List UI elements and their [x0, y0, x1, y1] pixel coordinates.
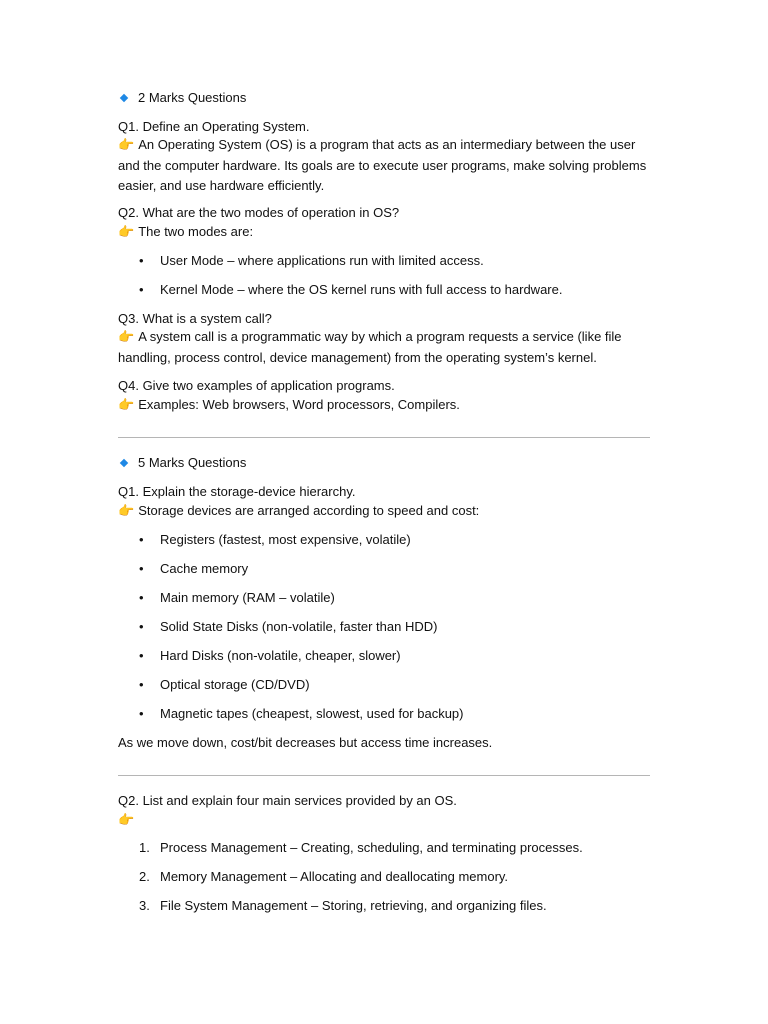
pointing-hand-icon: 👉 — [118, 330, 135, 345]
answer-q2-5m — [118, 811, 138, 830]
section-heading-5-marks — [118, 454, 246, 472]
list-item: • Cache memory — [139, 561, 249, 576]
list-item: • Hard Disks (non-volatile, cheaper, slower) — [139, 648, 401, 663]
pointing-hand-icon: 👉 — [118, 504, 135, 519]
section-heading-text: 5 Marks Questions — [138, 455, 247, 470]
list-item: • Kernel Mode – where the OS kernel runs with full access to hardware. — [139, 282, 563, 297]
numbered-item: 3. File System Management – Storing, retrieving, and organizing files. — [139, 898, 547, 913]
pointing-hand-icon: 👉 — [118, 813, 135, 828]
conclusion-text: As we move down, cost/bit decreases but access time increases. — [118, 735, 493, 750]
question-q4: Q4. Give two examples of application programs. — [118, 378, 395, 393]
list-item: • Optical storage (CD/DVD) — [139, 677, 310, 692]
question-q3: Q3. What is a system call? — [118, 311, 272, 326]
list-item: • User Mode – where applications run with limited access. — [139, 253, 484, 268]
question-q1: Q1. Define an Operating System. — [118, 119, 310, 134]
pointing-hand-icon: 👉 — [118, 398, 135, 413]
answer-q2: 👉 The two modes are: — [118, 224, 254, 240]
list-item: • Registers (fastest, most expensive, volatile) — [139, 532, 411, 547]
answer-q4: 👉 Examples: Web browsers, Word processors, Compilers. — [118, 397, 460, 413]
section-heading-text: 2 Marks Questions — [138, 90, 247, 105]
question-q2: Q2. What are the two modes of operation in OS? — [118, 205, 400, 220]
answer-q1: 👉 An Operating System (OS) is a program that acts as an intermediary between the user and the computer hardware. Its goals are to execute user programs, make solving problems easier, and use hardware efficiently. — [118, 137, 647, 193]
pointing-hand-icon: 👉 — [118, 225, 135, 240]
divider — [118, 775, 650, 776]
answer-q3: 👉 A system call is a programmatic way by which a program requests a service (like file handling, process control, device management) from the operating system’s kernel. — [118, 329, 622, 365]
numbered-item: 2. Memory Management – Allocating and deallocating memory. — [139, 869, 509, 884]
answer-q1-5m: 👉 Storage devices are arranged according to speed and cost: — [118, 503, 480, 519]
diamond-icon — [120, 94, 128, 102]
section-heading-2-marks — [118, 89, 246, 107]
list-item: • Main memory (RAM – volatile) — [139, 590, 335, 605]
list-item: • Magnetic tapes (cheapest, slowest, used for backup) — [139, 706, 464, 721]
question-q2-5m: Q2. List and explain four main services provided by an OS. — [118, 793, 457, 808]
numbered-item: 1. Process Management – Creating, scheduling, and terminating processes. — [139, 840, 583, 855]
pointing-hand-icon: 👉 — [118, 138, 135, 153]
divider — [118, 437, 650, 438]
diamond-icon — [120, 459, 128, 467]
question-q1-5m: Q1. Explain the storage-device hierarchy. — [118, 484, 356, 499]
list-item: • Solid State Disks (non-volatile, faster than HDD) — [139, 619, 438, 634]
